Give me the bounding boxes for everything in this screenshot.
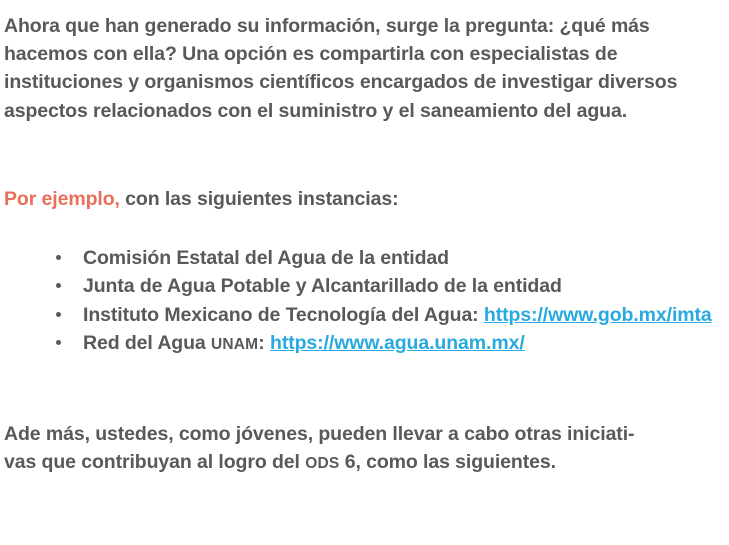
bullet-dot-icon (56, 340, 61, 345)
outro-line-2-a: vas que contribuyan al logro del (4, 451, 306, 474)
list-item-acronym: UNAM (211, 336, 259, 354)
example-lead-rest: con las siguientes instancias: (119, 187, 399, 210)
intro-paragraph: Ahora que han generado su información, surge la pregunta: ¿qué más hacemos con ella? Una opción es compartirla con especialistas de instituciones y organismos científicos encargados de investigar diversos aspectos relacionados con el suministro y el saneamiento del agua. (4, 15, 678, 122)
list-item-label: Red del Agua (83, 332, 211, 355)
institution-list (4, 244, 725, 360)
list-outro-spacer (4, 360, 725, 420)
paragraph-spacer (4, 125, 725, 185)
list-item-label-after: : (258, 332, 271, 355)
example-lead-line (4, 185, 725, 213)
outro-line-2-b: 6, como las siguientes. (339, 451, 556, 474)
link-imta[interactable]: https://www.gob.mx/imta (483, 303, 712, 326)
link-red-del-agua[interactable]: https://www.agua.unam.mx/ (270, 332, 525, 355)
outro-acronym: ODS (305, 455, 340, 473)
example-lead-label: Por ejemplo, (4, 187, 120, 210)
list-item (4, 272, 725, 301)
list-item (4, 329, 725, 360)
list-item (4, 244, 725, 273)
outro-paragraph (4, 420, 725, 478)
bullet-dot-icon (56, 312, 61, 317)
bullet-dot-icon (56, 283, 61, 288)
list-item-label: Comisión Estatal del Agua de la entidad (83, 246, 449, 269)
list-item (4, 301, 725, 330)
bullet-dot-icon (56, 255, 61, 260)
list-item-label: Junta de Agua Potable y Alcantarillado de la entidad (83, 275, 562, 298)
outro-line-1: Ade más, ustedes, como jóvenes, pueden llevar a cabo otras iniciati- (4, 422, 635, 445)
list-item-label: Instituto Mexicano de Tecnología del Agua: (83, 303, 484, 326)
